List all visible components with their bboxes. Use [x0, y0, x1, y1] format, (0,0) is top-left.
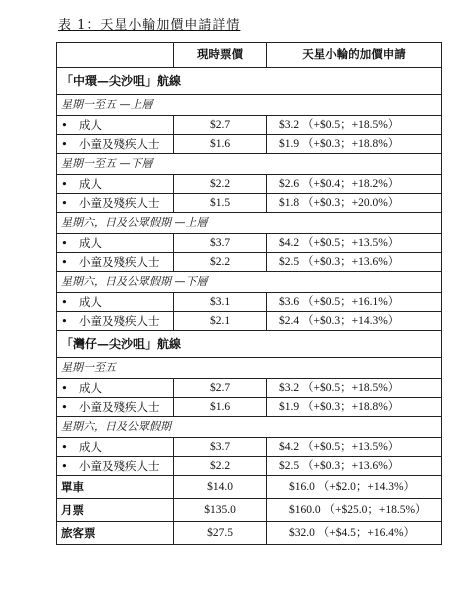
- section-row: [57, 154, 442, 175]
- section-title: 星期六，日及公眾假期: [57, 417, 442, 438]
- fare-type-label: 旅客票: [57, 522, 174, 545]
- passenger-type-cell: [57, 116, 174, 135]
- section-row: [57, 213, 442, 234]
- current-fare-cell: $2.2: [174, 457, 267, 476]
- bullet-icon: •: [61, 255, 68, 269]
- section-title: 星期一至五 —下層: [57, 154, 442, 175]
- proposed-fare-cell: $2.5 （+$0.3；+13.6%）: [267, 457, 442, 476]
- current-fare-cell: $2.1: [174, 312, 267, 331]
- proposed-fare-cell: $160.0 （+$25.0；+18.5%）: [267, 499, 442, 522]
- section-row: [57, 272, 442, 293]
- section-row: [57, 358, 442, 379]
- fare-row: [57, 476, 442, 499]
- passenger-type-cell: [57, 457, 174, 476]
- header-proposed-fare: 天星小輪的加價申請: [267, 43, 442, 68]
- current-fare-cell: $135.0: [174, 499, 267, 522]
- bullet-icon: •: [61, 236, 68, 250]
- header-current-fare: 現時票價: [174, 43, 267, 68]
- bullet-icon: •: [61, 459, 68, 473]
- passenger-type-label: 成人: [79, 177, 102, 191]
- table-row: [57, 253, 442, 272]
- current-fare-cell: $2.7: [174, 116, 267, 135]
- bullet-icon: •: [61, 314, 68, 328]
- section-title: 星期六，日及公眾假期 —上層: [57, 213, 442, 234]
- table-row: [57, 293, 442, 312]
- passenger-type-cell: [57, 194, 174, 213]
- proposed-fare-cell: $3.6 （+$0.5；+16.1%）: [267, 293, 442, 312]
- table-row: [57, 194, 442, 213]
- passenger-type-label: 小童及殘疾人士: [79, 400, 160, 414]
- passenger-type-label: 小童及殘疾人士: [79, 255, 160, 269]
- proposed-fare-cell: $2.6 （+$0.4；+18.2%）: [267, 175, 442, 194]
- current-fare-cell: $1.6: [174, 398, 267, 417]
- passenger-type-cell: [57, 175, 174, 194]
- passenger-type-cell: [57, 438, 174, 457]
- bullet-icon: •: [61, 381, 68, 395]
- route-name: 「灣仔—尖沙咀」航線: [57, 331, 442, 358]
- bullet-icon: •: [61, 295, 68, 309]
- current-fare-cell: $3.7: [174, 438, 267, 457]
- current-fare-cell: $2.7: [174, 379, 267, 398]
- current-fare-cell: $1.6: [174, 135, 267, 154]
- fare-row: [57, 522, 442, 545]
- proposed-fare-cell: $1.9 （+$0.3；+18.8%）: [267, 398, 442, 417]
- passenger-type-label: 成人: [79, 440, 102, 454]
- passenger-type-cell: [57, 398, 174, 417]
- section-row: [57, 417, 442, 438]
- proposed-fare-cell: $1.8 （+$0.3；+20.0%）: [267, 194, 442, 213]
- bullet-icon: •: [61, 400, 68, 414]
- bullet-icon: •: [61, 137, 68, 151]
- table-caption: 表 1：天星小輪加價申請詳情: [58, 18, 241, 33]
- table-row: [57, 438, 442, 457]
- proposed-fare-cell: $3.2 （+$0.5；+18.5%）: [267, 116, 442, 135]
- section-title: 星期一至五: [57, 358, 442, 379]
- passenger-type-label: 成人: [79, 236, 102, 250]
- fare-table: [56, 42, 442, 545]
- passenger-type-cell: [57, 135, 174, 154]
- bullet-icon: •: [61, 440, 68, 454]
- fare-type-label: 月票: [57, 499, 174, 522]
- table-row: [57, 116, 442, 135]
- route-row: [57, 331, 442, 358]
- proposed-fare-cell: $4.2 （+$0.5；+13.5%）: [267, 438, 442, 457]
- header-row: [57, 43, 442, 68]
- proposed-fare-cell: $4.2 （+$0.5；+13.5%）: [267, 234, 442, 253]
- fare-row: [57, 499, 442, 522]
- proposed-fare-cell: $2.5 （+$0.3；+13.6%）: [267, 253, 442, 272]
- current-fare-cell: $3.7: [174, 234, 267, 253]
- table-row: [57, 234, 442, 253]
- passenger-type-cell: [57, 234, 174, 253]
- passenger-type-label: 小童及殘疾人士: [79, 196, 160, 210]
- passenger-type-cell: [57, 312, 174, 331]
- table-row: [57, 398, 442, 417]
- current-fare-cell: $2.2: [174, 175, 267, 194]
- bullet-icon: •: [61, 177, 68, 191]
- current-fare-cell: $3.1: [174, 293, 267, 312]
- passenger-type-label: 成人: [79, 118, 102, 132]
- header-blank-cell: [57, 43, 174, 68]
- passenger-type-label: 小童及殘疾人士: [79, 459, 160, 473]
- bullet-icon: •: [61, 196, 68, 210]
- route-row: [57, 68, 442, 95]
- route-name: 「中環—尖沙咀」航線: [57, 68, 442, 95]
- section-row: [57, 95, 442, 116]
- section-title: 星期一至五 —上層: [57, 95, 442, 116]
- proposed-fare-cell: $3.2 （+$0.5；+18.5%）: [267, 379, 442, 398]
- proposed-fare-cell: $16.0 （+$2.0；+14.3%）: [267, 476, 442, 499]
- passenger-type-cell: [57, 253, 174, 272]
- passenger-type-cell: [57, 379, 174, 398]
- fare-type-label: 單車: [57, 476, 174, 499]
- bullet-icon: •: [61, 118, 68, 132]
- current-fare-cell: $1.5: [174, 194, 267, 213]
- passenger-type-label: 成人: [79, 381, 102, 395]
- current-fare-cell: $27.5: [174, 522, 267, 545]
- table-row: [57, 457, 442, 476]
- section-title: 星期六，日及公眾假期 —下層: [57, 272, 442, 293]
- table-row: [57, 312, 442, 331]
- proposed-fare-cell: $1.9 （+$0.3；+18.8%）: [267, 135, 442, 154]
- current-fare-cell: $2.2: [174, 253, 267, 272]
- proposed-fare-cell: $2.4 （+$0.3；+14.3%）: [267, 312, 442, 331]
- passenger-type-label: 小童及殘疾人士: [79, 314, 160, 328]
- table-row: [57, 135, 442, 154]
- table-row: [57, 379, 442, 398]
- proposed-fare-cell: $32.0 （+$4.5；+16.4%）: [267, 522, 442, 545]
- passenger-type-label: 小童及殘疾人士: [79, 137, 160, 151]
- passenger-type-label: 成人: [79, 295, 102, 309]
- table-row: [57, 175, 442, 194]
- passenger-type-cell: [57, 293, 174, 312]
- current-fare-cell: $14.0: [174, 476, 267, 499]
